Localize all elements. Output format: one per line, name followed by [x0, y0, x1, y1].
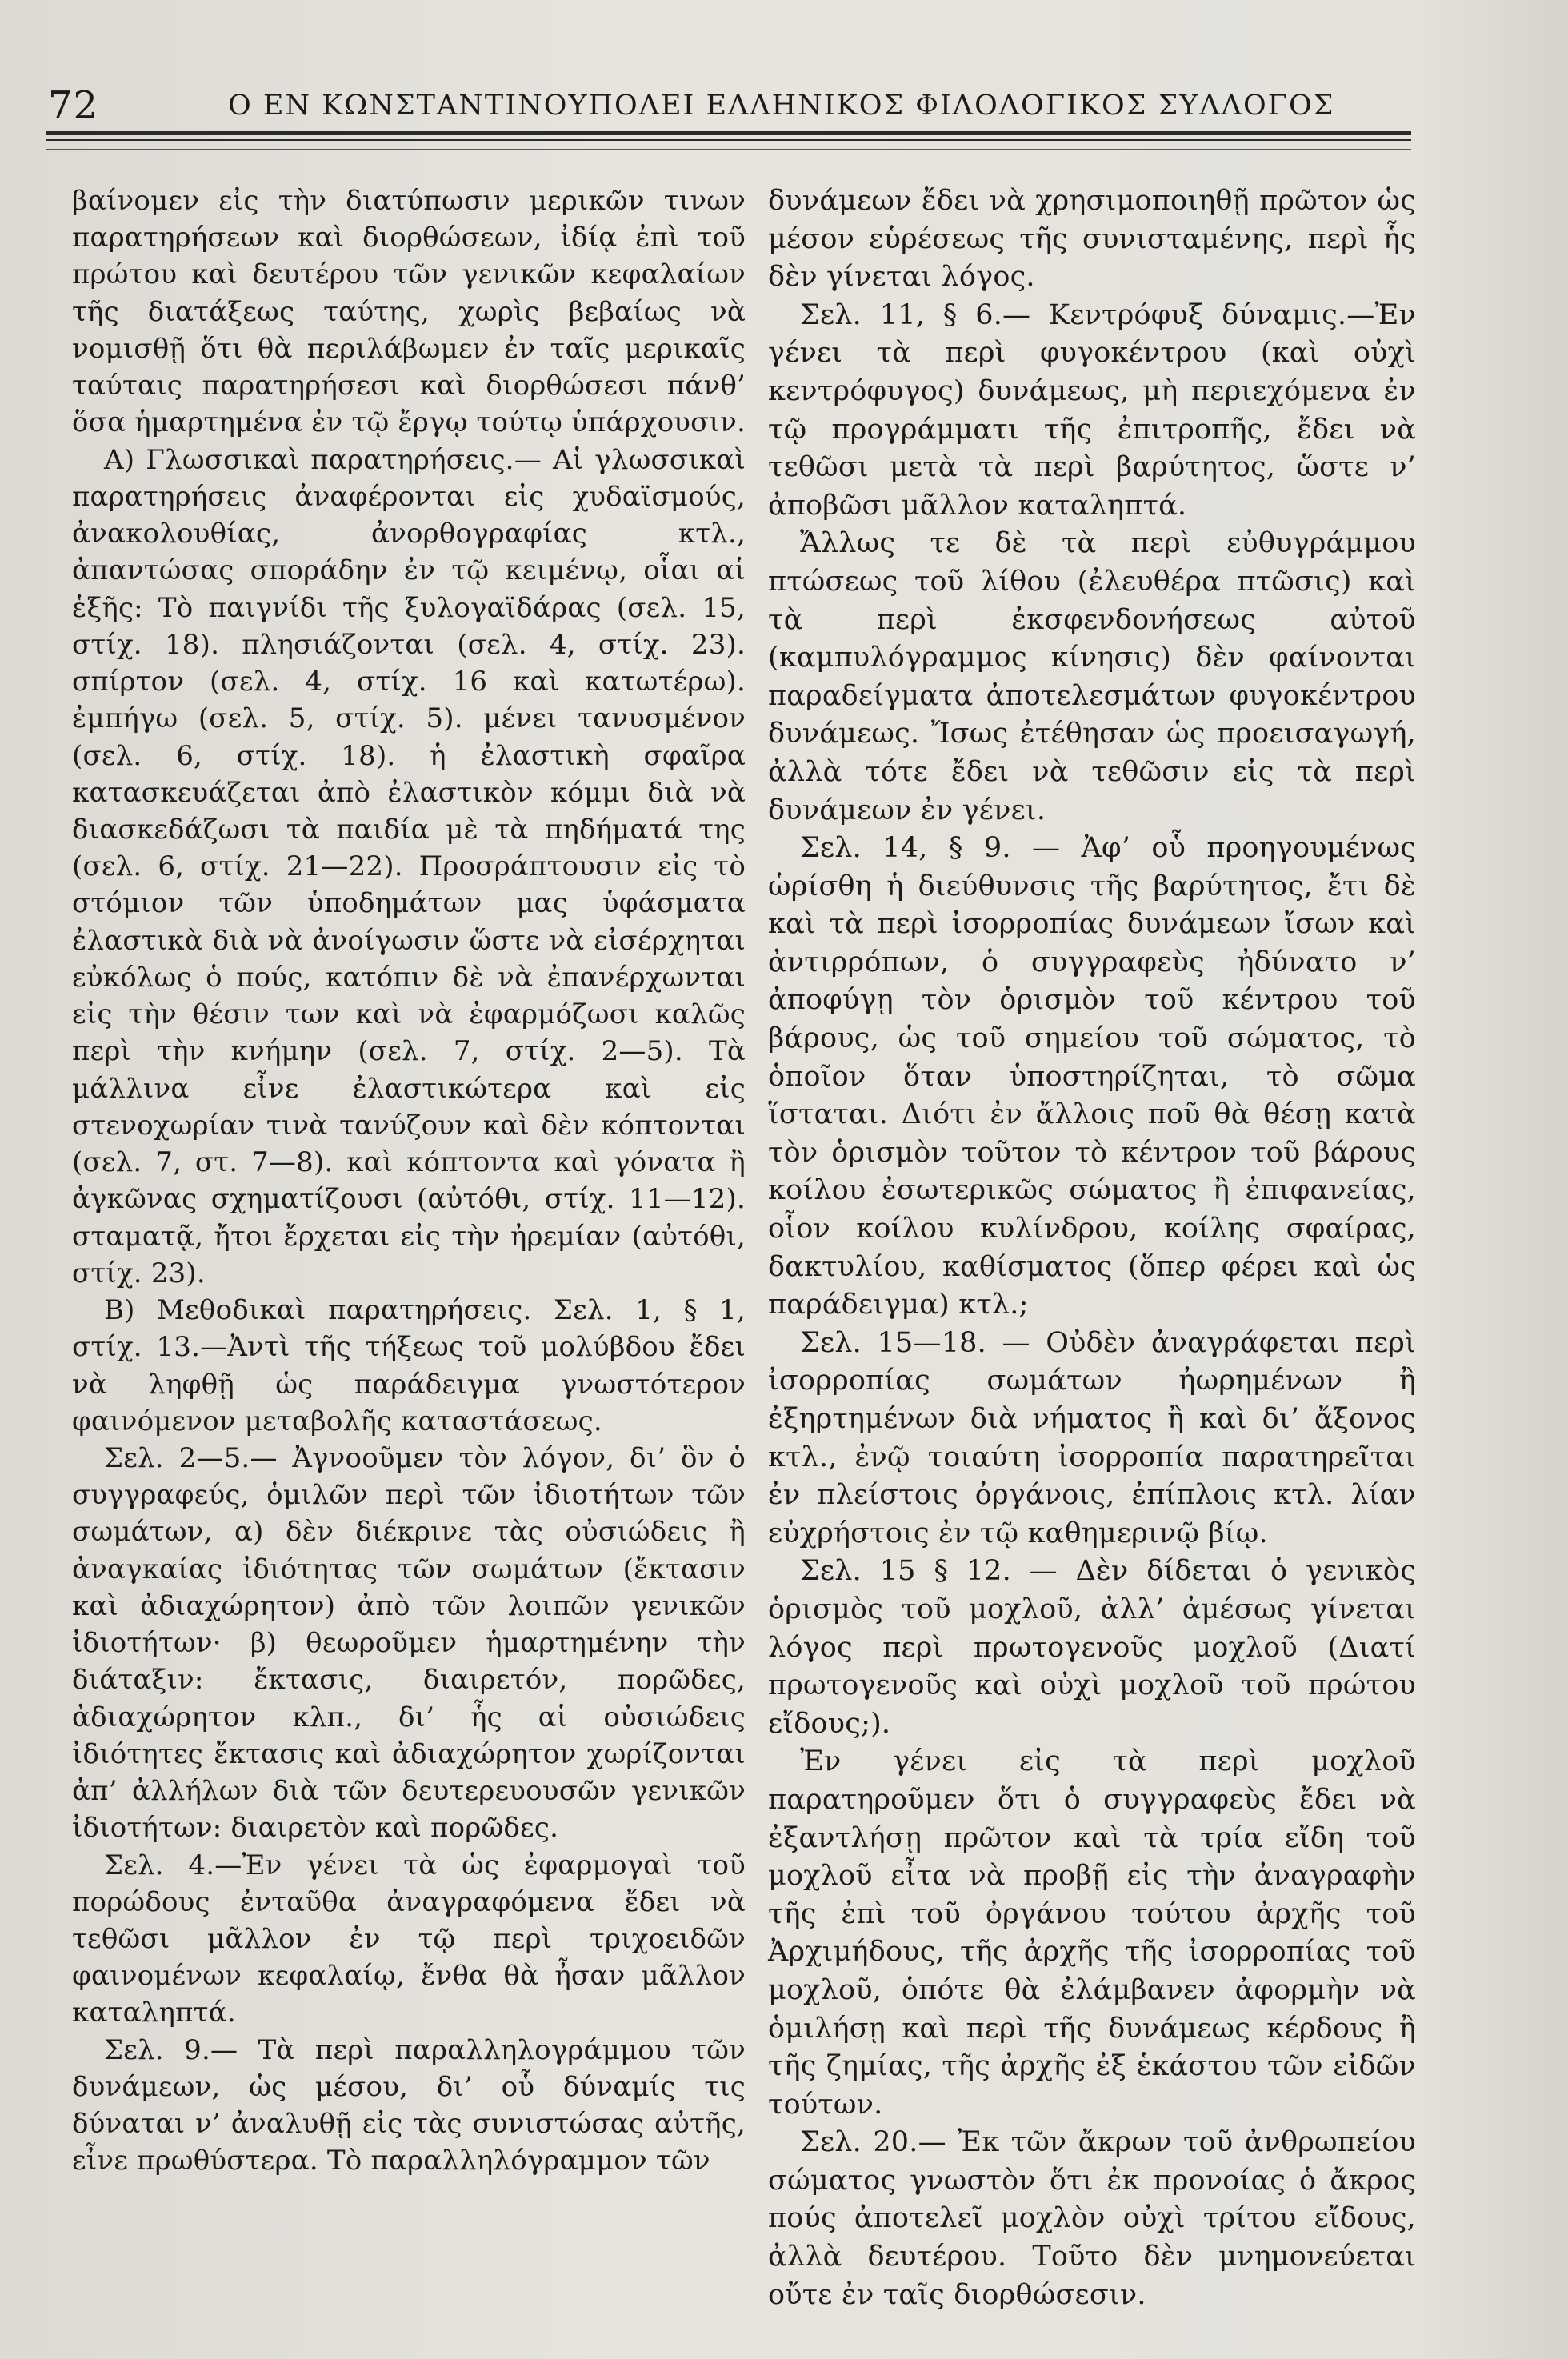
paragraph: Σελ. 4.—Ἐν γένει τὰ ὡς ἐφαρμογαὶ τοῦ πορώδους ἐνταῦθα ἀναγραφόμενα ἔδει νὰ τεθῶσι μᾶλλον ἐν τῷ περὶ τριχοειδῶν φαινομένων κεφαλαίῳ, ἔνθα θὰ ἦσαν μᾶλλον καταληπτά.	[72, 1849, 746, 2029]
paragraph: Σελ. 14, § 9. — Ἀφ’ οὗ προηγουμένως ὡρίσθη ἡ διεύθυνσις τῆς βαρύτητος, ἔτι δὲ καὶ τὰ περὶ ἰσορροπίας δυνάμεων ἴσων καὶ ἀντιρρόπων, ὁ συγγραφεὺς ἠδύνατο ν’ ἀποφύγῃ τὸν ὁρισμὸν τοῦ κέντρου τοῦ βάρους, ὡς τοῦ σημείου τοῦ σώματος, τὸ ὁποῖον ὅταν ὑποστηρίζηται, τὸ σῶμα ἵσταται. Διότι ἐν ἄλλοις ποῦ θὰ θέσῃ κατὰ τὸν ὁρισμὸν τοῦτον τὸ κέντρον τοῦ βάρους κοίλου ἐσωτερικῶς σώματος ἢ ἐπιφανείας, οἷον κοίλου κυλίνδρου, κοίλης σφαίρας, δακτυλίου, καθίσματος (ὅπερ φέρει καὶ ὡς παράδειγμα) κτλ.;	[768, 832, 1416, 1321]
paragraph: Σελ. 9.— Τὰ περὶ παραλληλογράμμου τῶν δυνάμεων, ὡς μέσου, δι’ οὗ δύναμίς τις δύναται ν’ ἀναλυθῇ εἰς τὰς συνιστώσας αὐτῆς, εἶνε πρωθύστερα. Τὸ παραλληλόγραμμον τῶν	[72, 2033, 746, 2177]
paragraph: δυνάμεων ἔδει νὰ χρησιμοποιηθῇ πρῶτον ὡς μέσον εὑρέσεως τῆς συνισταμένης, περὶ ἧς δὲν γίνεται λόγος.	[768, 185, 1416, 294]
right-column	[768, 182, 1416, 2314]
paragraph: Σελ. 15—18. — Οὐδὲν ἀναγράφεται περὶ ἰσορροπίας σωμάτων ἠωρημένων ἢ ἐξηρτημένων διὰ νήματος ἢ καὶ δι’ ἄξονος κτλ., ἐνῷ τοιαύτη ἰσορροπία παρατηρεῖται ἐν πλείστοις ὀργάνοις, ἐπίπλοις κτλ. λίαν εὐχρήστοις ἐν τῷ καθημερινῷ βίῳ.	[768, 1326, 1416, 1549]
paragraph: Σελ. 2—5.— Ἀγνοοῦμεν τὸν λόγον, δι’ ὃν ὁ συγγραφεύς, ὁμιλῶν περὶ τῶν ἰδιοτήτων τῶν σωμάτων, α) δὲν διέκρινε τὰς οὐσιώδεις ἢ ἀναγκαίας ἰδιότητας τῶν σωμάτων (ἔκτασιν καὶ ἀδιαχώρητον) ἀπὸ τῶν λοιπῶν γενικῶν ἰδιοτήτων· β) θεωροῦμεν ἡμαρτημένην τὴν διάταξιν: ἔκτασις, διαιρετόν, πορῶδες, ἀδιαχώρητον κλπ., δι’ ἧς αἱ οὐσιώδεις ἰδιότητες ἔκτασις καὶ ἀδιαχώρητον χωρίζονται ἀπ’ ἀλλήλων διὰ τῶν δευτερευουσῶν γενικῶν ἰδιοτήτων: διαιρετὸν καὶ πορῶδες.	[72, 1441, 746, 1845]
paragraph: Σελ. 15 § 12. — Δὲν δίδεται ὁ γενικὸς ὁρισμὸς τοῦ μοχλοῦ, ἀλλ’ ἀμέσως γίνεται λόγος περὶ πρωτογενοῦς μοχλοῦ (Διατί πρωτογενοῦς καὶ οὐχὶ μοχλοῦ τοῦ πρώτου εἴδους;).	[768, 1555, 1416, 1740]
paragraph: Β) Μεθοδικαὶ παρατηρήσεις. Σελ. 1, § 1, στίχ. 13.—Ἀντὶ τῆς τήξεως τοῦ μολύβδου ἔδει νὰ ληφθῇ ὡς παράδειγμα γνωστότερον φαινόμενον μεταβολῆς καταστάσεως.	[72, 1294, 746, 1437]
paragraph: Σελ. 11, § 6.— Κεντρόφυξ δύναμις.—Ἐν γένει τὰ περὶ φυγοκέντρου (καὶ οὐχὶ κεντρόφυγος) δυνάμεως, μὴ περιεχόμενα ἐν τῷ προγράμματι τῆς ἐπιτροπῆς, ἔδει νὰ τεθῶσι μετὰ τὰ περὶ βαρύτητος, ὥστε ν’ ἀποβῶσι μᾶλλον καταληπτά.	[768, 298, 1416, 522]
page-header	[48, 77, 1424, 128]
header-rule-thick	[46, 131, 1411, 135]
header-rule-thin	[46, 139, 1411, 141]
paragraph: Ἐν γένει εἰς τὰ περὶ μοχλοῦ παρατηροῦμεν ὅτι ὁ συγγραφεὺς ἔδει νὰ ἐξαντλήσῃ πρῶτον καὶ τὰ τρία εἴδη τοῦ μοχλοῦ εἶτα νὰ προβῇ εἰς τὴν ἀναγραφὴν τῆς ἐπὶ τοῦ ὀργάνου τούτου ἀρχῆς τοῦ Ἀρχιμήδους, τῆς ἀρχῆς τῆς ἰσορροπίας τοῦ μοχλοῦ, ὁπότε θὰ ἐλάμβανεν ἀφορμὴν νὰ ὁμιλήσῃ καὶ περὶ τῆς δυνάμεως κέρδους ἢ τῆς ζημίας, τῆς ἀρχῆς ἐξ ἑκάστου τῶν εἰδῶν τούτων.	[768, 1745, 1416, 2121]
left-column	[72, 182, 746, 2180]
paragraph: Α) Γλωσσικαὶ παρατηρήσεις.— Αἱ γλωσσικαὶ παρατηρήσεις ἀναφέρονται εἰς χυδαϊσμούς, ἀνακολουθίας, ἀνορθογραφίας κτλ., ἀπαντώσας σποράδην ἐν τῷ κειμένῳ, οἷαι αἱ ἑξῆς: Τὸ παιγνίδι τῆς ξυλογαϊδάρας (σελ. 15, στίχ. 18). πλησιάζονται (σελ. 4, στίχ. 23). σπίρτον (σελ. 4, στίχ. 16 καὶ κατωτέρω). ἐμπήγω (σελ. 5, στίχ. 5). μένει τανυσμένον (σελ. 6, στίχ. 18). ἡ ἐλαστικὴ σφαῖρα κατασκευάζεται ἀπὸ ἐλαστικὸν κόμμι διὰ νὰ διασκεδάζωσι τὰ παιδία μὲ τὰ πηδήματά της (σελ. 6, στίχ. 21—22). Προσράπτουσιν εἰς τὸ στόμιον τῶν ὑποδημάτων μας ὑφάσματα ἐλαστικὰ διὰ νὰ ἀνοίγωσιν ὥστε νὰ εἰσέρχηται εὐκόλως ὁ πούς, κατόπιν δὲ νὰ ἐπανέρχωνται εἰς τὴν θέσιν των καὶ νὰ ἐφαρμόζωσι καλῶς περὶ τὴν κνήμην (σελ. 7, στίχ. 2—5). Τὰ μάλλινα εἶνε ἐλαστικώτερα καὶ εἰς στενοχωρίαν τινὰ τανύζουν καὶ δὲν κόπτονται (σελ. 7, στ. 7—8). καὶ κόπτοντα καὶ γόνατα ἢ ἀγκῶνας σχηματίζουσι (αὐτόθι, στίχ. 11—12). σταματᾷ, ἤτοι ἔρχεται εἰς τὴν ἠρεμίαν (αὐτόθι, στίχ. 23).	[72, 443, 746, 1289]
paragraph: Ἄλλως τε δὲ τὰ περὶ εὐθυγράμμου πτώσεως τοῦ λίθου (ἐλευθέρα πτῶσις) καὶ τὰ περὶ ἐκσφενδονήσεως αὐτοῦ (καμπυλόγραμμος κίνησις) δὲν φαίνονται παραδείγματα ἀποτελεσμάτων φυγοκέντρου δυνάμεως. Ἴσως ἐτέθησαν ὡς προεισαγωγή, ἀλλὰ τότε ἔδει νὰ τεθῶσιν εἰς τὰ περὶ δυνάμεων ἐν γένει.	[768, 527, 1416, 826]
paragraph: βαίνομεν εἰς τὴν διατύπωσιν μερικῶν τινων παρατηρήσεων καὶ διορθώσεων, ἰδίᾳ ἐπὶ τοῦ πρώτου καὶ δευτέρου τῶν γενικῶν κεφαλαίων τῆς διατάξεως ταύτης, χωρὶς βεβαίως νὰ νομισθῇ ὅτι θὰ περιλάβωμεν ἐν ταῖς μερικαῖς ταύταις παρατηρήσεσι καὶ διορθώσεσι πάνθ’ ὅσα ἡμαρτημένα ἐν τῷ ἔργῳ τούτῳ ὑπάρχουσιν.	[72, 185, 746, 439]
paragraph: Σελ. 20.— Ἐκ τῶν ἄκρων τοῦ ἀνθρωπείου σώματος γνωστὸν ὅτι ἐκ προνοίας ὁ ἄκρος πούς ἀποτελεῖ μοχλὸν οὐχὶ τρίτου εἴδους, ἀλλὰ δευτέρου. Τοῦτο δὲν μνημονεύεται οὔτε ἐν ταῖς διορθώσεσιν.	[768, 2126, 1416, 2311]
running-head: Ο ΕΝ ΚΩΝΣΤΑΝΤΙΝΟΥΠΟΛΕΙ ΕΛΛΗΝΙΚΟΣ ΦΙΛΟΛΟΓΙΚΟΣ ΣΥΛΛΟΓΟΣ	[228, 90, 1335, 122]
header-rule-hairline	[46, 149, 1411, 150]
page-number: 72	[48, 83, 99, 128]
